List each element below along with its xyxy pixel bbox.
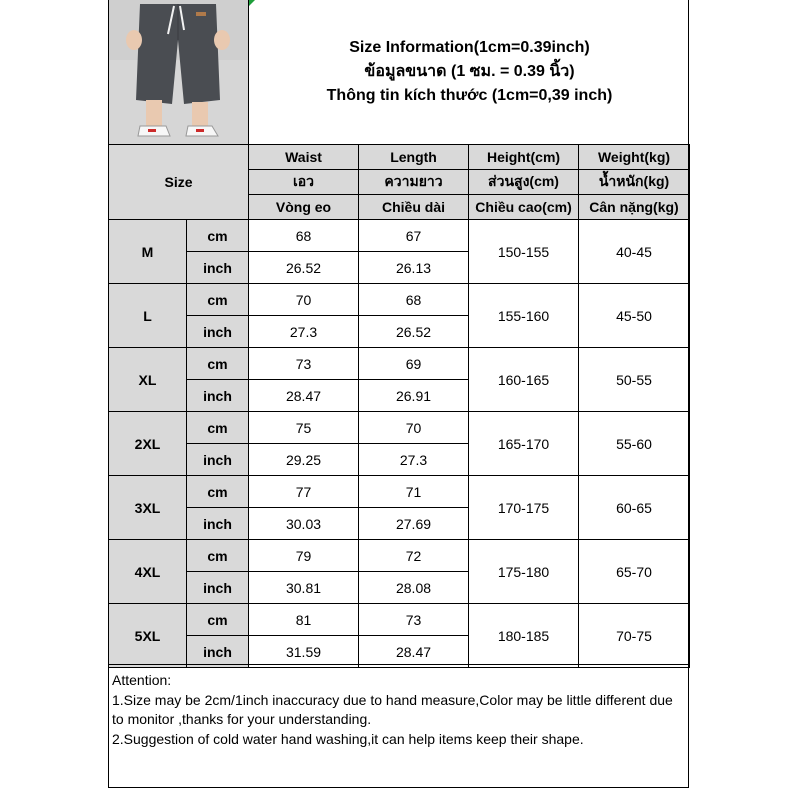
weight-range: 60-65 [579,476,690,540]
waist-inch: 31.59 [249,636,359,668]
unit-inch: inch [187,636,249,668]
size-cell: M [109,220,187,284]
waist-inch: 28.47 [249,380,359,412]
unit-cm: cm [187,540,249,572]
length-cm: 67 [359,220,469,252]
unit-cm: cm [187,220,249,252]
col-height-th: ส่วนสูง(cm) [469,170,579,195]
unit-inch: inch [187,508,249,540]
unit-inch: inch [187,572,249,604]
notes-title: Attention: [112,672,172,688]
weight-range: 45-50 [579,284,690,348]
table-row [109,412,690,444]
unit-inch: inch [187,252,249,284]
col-length-en: Length [359,145,469,170]
unit-cm: cm [187,476,249,508]
weight-range: 65-70 [579,540,690,604]
col-weight-th: น้ำหนัก(kg) [579,170,690,195]
height-range: 150-155 [469,220,579,284]
size-cell: L [109,284,187,348]
waist-cm: 81 [249,604,359,636]
size-cell: 3XL [109,476,187,540]
col-length-vi: Chiều dài [359,195,469,220]
header-row-english [109,145,690,170]
col-length-th: ความยาว [359,170,469,195]
size-cell: XL [109,348,187,412]
length-inch: 27.3 [359,444,469,476]
header-vietnamese: Thông tin kích thước (1cm=0,39 inch) [326,87,613,104]
waist-inch: 26.52 [249,252,359,284]
weight-range: 40-45 [579,220,690,284]
size-cell: 4XL [109,540,187,604]
size-cell: 2XL [109,412,187,476]
header-thai: ข้อมูลขนาด (1 ซม. = 0.39 นิ้ว) [364,63,575,80]
size-column-label: Size [109,145,249,220]
height-range: 170-175 [469,476,579,540]
col-weight-vi: Cân nặng(kg) [579,195,690,220]
size-info-header [249,0,690,144]
unit-inch: inch [187,380,249,412]
length-inch: 28.47 [359,636,469,668]
waist-inch: 30.81 [249,572,359,604]
length-cm: 72 [359,540,469,572]
length-cm: 69 [359,348,469,380]
waist-inch: 27.3 [249,316,359,348]
attention-notes [108,664,690,788]
size-chart-sheet [108,0,690,788]
length-cm: 68 [359,284,469,316]
notes-line-2: 2.Suggestion of cold water hand washing,it can help items keep their shape. [112,730,584,747]
length-inch: 27.69 [359,508,469,540]
unit-inch: inch [187,316,249,348]
table-row [109,220,690,252]
length-inch: 28.08 [359,572,469,604]
table-row [109,540,690,572]
waist-cm: 68 [249,220,359,252]
unit-cm: cm [187,604,249,636]
notes-line-1: 1.Size may be 2cm/1inch inaccuracy due to hand measure,Color may be little different due to monitor ,thanks for your understanding. [112,691,673,727]
table-row [109,284,690,316]
unit-cm: cm [187,412,249,444]
unit-cm: cm [187,284,249,316]
length-cm: 73 [359,604,469,636]
size-table [108,144,690,668]
col-height-vi: Chiều cao(cm) [469,195,579,220]
waist-inch: 30.03 [249,508,359,540]
weight-range: 55-60 [579,412,690,476]
table-row [109,476,690,508]
weight-range: 50-55 [579,348,690,412]
length-inch: 26.91 [359,380,469,412]
col-waist-en: Waist [249,145,359,170]
height-range: 155-160 [469,284,579,348]
waist-cm: 70 [249,284,359,316]
table-row [109,348,690,380]
col-waist-vi: Vòng eo [249,195,359,220]
weight-range: 70-75 [579,604,690,668]
col-waist-th: เอว [249,170,359,195]
waist-cm: 75 [249,412,359,444]
waist-cm: 77 [249,476,359,508]
waist-inch: 29.25 [249,444,359,476]
unit-cm: cm [187,348,249,380]
waist-cm: 73 [249,348,359,380]
col-weight-en: Weight(kg) [579,145,690,170]
waist-cm: 79 [249,540,359,572]
length-cm: 71 [359,476,469,508]
header-english: Size Information(1cm=0.39inch) [349,39,590,56]
length-inch: 26.52 [359,316,469,348]
table-row [109,604,690,636]
model-shorts-illustration [108,0,248,144]
size-cell: 5XL [109,604,187,668]
length-inch: 26.13 [359,252,469,284]
height-range: 165-170 [469,412,579,476]
col-height-en: Height(cm) [469,145,579,170]
unit-inch: inch [187,444,249,476]
height-range: 160-165 [469,348,579,412]
height-range: 180-185 [469,604,579,668]
height-range: 175-180 [469,540,579,604]
product-photo [108,0,249,145]
length-cm: 70 [359,412,469,444]
